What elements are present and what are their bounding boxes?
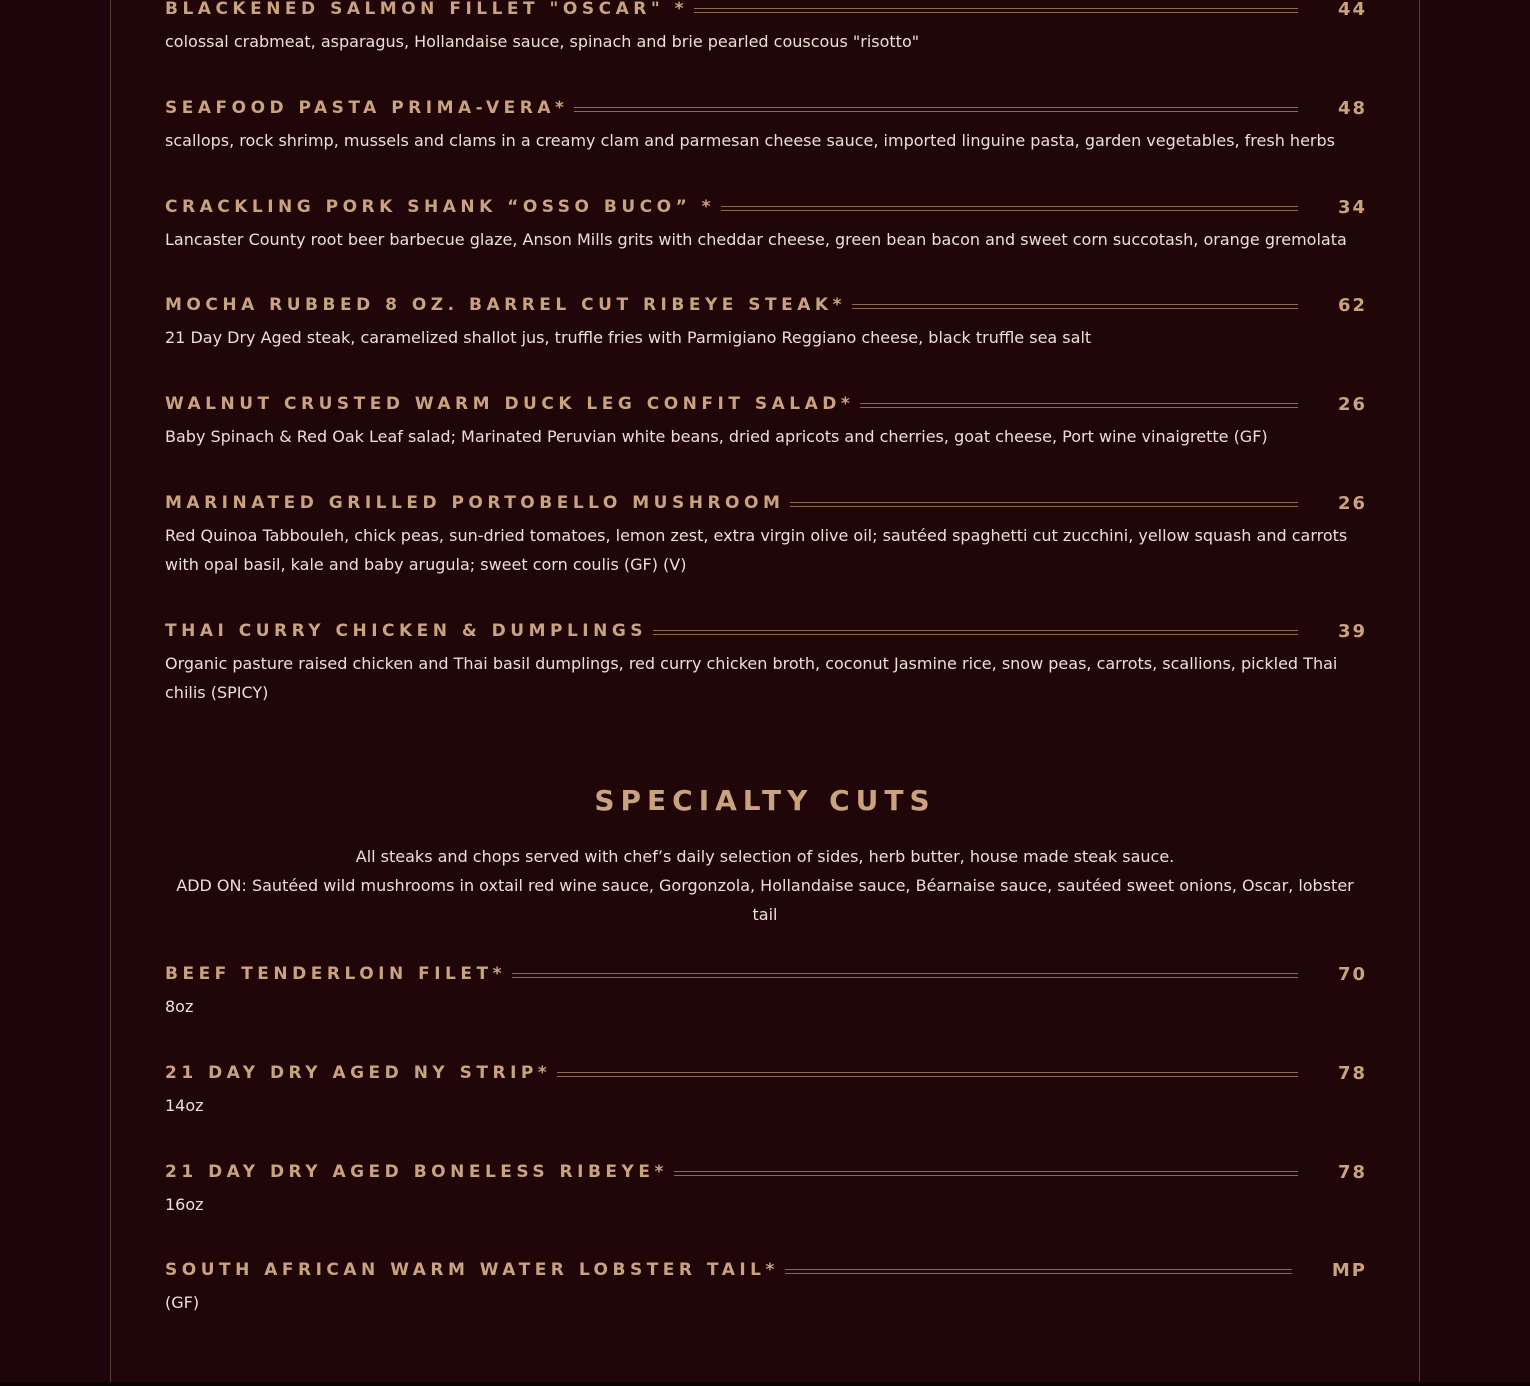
menu-item-name: 21 DAY DRY AGED BONELESS RIBEYE*	[165, 1162, 668, 1182]
menu-item-header	[165, 1161, 1365, 1183]
menu-item-name: WALNUT CRUSTED WARM DUCK LEG CONFIT SALAD*	[165, 394, 855, 414]
menu-item-price: 62	[1337, 294, 1367, 316]
menu-item	[165, 294, 1365, 352]
menu-item-description: 21 Day Dry Aged steak, caramelized shallot jus, truffle fries with Parmigiano Reggiano cheese, black truffle sea salt	[165, 328, 1092, 347]
menu-item-price: 26	[1337, 393, 1367, 415]
menu-item-description: Red Quinoa Tabbouleh, chick peas, sun-dried tomatoes, lemon zest, extra virgin olive oil; sautéed spaghetti cut zucchini, yellow squash and carrots with opal basil, kale and baby arugula; sweet corn coulis (GF) (V)	[165, 526, 1348, 574]
dotted-leader	[674, 1171, 1298, 1176]
dotted-leader	[574, 107, 1298, 112]
dotted-leader	[653, 630, 1298, 635]
menu-item-name: MARINATED GRILLED PORTOBELLO MUSHROOM	[165, 493, 785, 513]
menu-item	[165, 393, 1365, 451]
menu-item-description: scallops, rock shrimp, mussels and clams in a creamy clam and parmesan cheese sauce, imported linguine pasta, garden vegetables, fresh herbs	[165, 131, 1335, 150]
menu-item-description: Lancaster County root beer barbecue glaze, Anson Mills grits with cheddar cheese, green bean bacon and sweet corn succotash, orange gremolata	[165, 230, 1347, 249]
menu-item-price: 39	[1337, 620, 1367, 642]
menu-item	[165, 492, 1365, 579]
menu-item	[165, 196, 1365, 254]
menu-item-name: BEEF TENDERLOIN FILET*	[165, 964, 506, 984]
menu-item	[165, 0, 1365, 56]
dotted-leader	[721, 206, 1298, 211]
menu-item-price: 34	[1337, 196, 1367, 218]
dotted-leader	[785, 1269, 1292, 1274]
menu-item-description: 8oz	[165, 997, 194, 1016]
menu-item-header	[165, 492, 1365, 514]
menu-item-description: 14oz	[165, 1096, 204, 1115]
menu-item-description: Organic pasture raised chicken and Thai basil dumplings, red curry chicken broth, coconut Jasmine rice, snow peas, carrots, scallions, pickled Thai chilis (SPICY)	[165, 654, 1338, 702]
menu-item-header	[165, 294, 1365, 316]
menu-item-header	[165, 0, 1365, 20]
menu-item	[165, 620, 1365, 707]
menu-item-name: SEAFOOD PASTA PRIMA-VERA*	[165, 98, 569, 118]
menu-item	[165, 1259, 1365, 1317]
menu-item-header	[165, 1062, 1365, 1084]
dotted-leader	[790, 502, 1298, 507]
menu-item-name: 21 DAY DRY AGED NY STRIP*	[165, 1063, 552, 1083]
dotted-leader	[694, 8, 1298, 13]
menu-item-header	[165, 393, 1365, 415]
menu-item-description: 16oz	[165, 1195, 204, 1214]
menu-item-price: 78	[1337, 1062, 1367, 1084]
menu-item-price: 78	[1337, 1161, 1367, 1183]
bottom-edge	[0, 1382, 1530, 1386]
section-note-line: ADD ON: Sautéed wild mushrooms in oxtail red wine sauce, Gorgonzola, Hollandaise sauce, Béarnaise sauce, sautéed sweet onions, Oscar, lobster tail	[176, 876, 1354, 924]
menu-item	[165, 1161, 1365, 1219]
menu-item-price: 70	[1337, 963, 1367, 985]
dotted-leader	[512, 973, 1298, 978]
menu-item-description: (GF)	[165, 1293, 200, 1312]
menu-item-description: colossal crabmeat, asparagus, Hollandaise sauce, spinach and brie pearled couscous "risotto"	[165, 32, 920, 51]
section-note	[165, 842, 1365, 929]
menu-item-header	[165, 963, 1365, 985]
menu-item	[165, 1062, 1365, 1120]
menu-item-description: Baby Spinach & Red Oak Leaf salad; Marinated Peruvian white beans, dried apricots and cherries, goat cheese, Port wine vinaigrette (GF)	[165, 427, 1268, 446]
menu-item-name: SOUTH AFRICAN WARM WATER LOBSTER TAIL*	[165, 1260, 779, 1280]
menu-item-name: CRACKLING PORK SHANK “OSSO BUCO” *	[165, 197, 716, 217]
menu-item-header	[165, 97, 1365, 119]
menu-item	[165, 97, 1365, 155]
menu-item-header	[165, 196, 1365, 218]
menu-item-price: MP	[1331, 1259, 1367, 1281]
menu-item-price: 44	[1337, 0, 1367, 20]
menu-item-name: MOCHA RUBBED 8 OZ. BARREL CUT RIBEYE STEAK*	[165, 295, 846, 315]
menu-item-name: THAI CURRY CHICKEN & DUMPLINGS	[165, 621, 648, 641]
dotted-leader	[557, 1072, 1298, 1077]
section-title: SPECIALTY CUTS	[594, 784, 936, 817]
dotted-leader	[860, 403, 1298, 408]
menu-item-price: 48	[1337, 97, 1367, 119]
menu-item-header	[165, 1259, 1365, 1281]
menu-item-price: 26	[1337, 492, 1367, 514]
menu-item-header	[165, 620, 1365, 642]
menu-item	[165, 963, 1365, 1021]
menu-item-name: BLACKENED SALMON FILLET "OSCAR" *	[165, 0, 688, 19]
dotted-leader	[852, 304, 1298, 309]
section-note-line: All steaks and chops served with chef’s daily selection of sides, herb butter, house made steak sauce.	[355, 847, 1175, 866]
